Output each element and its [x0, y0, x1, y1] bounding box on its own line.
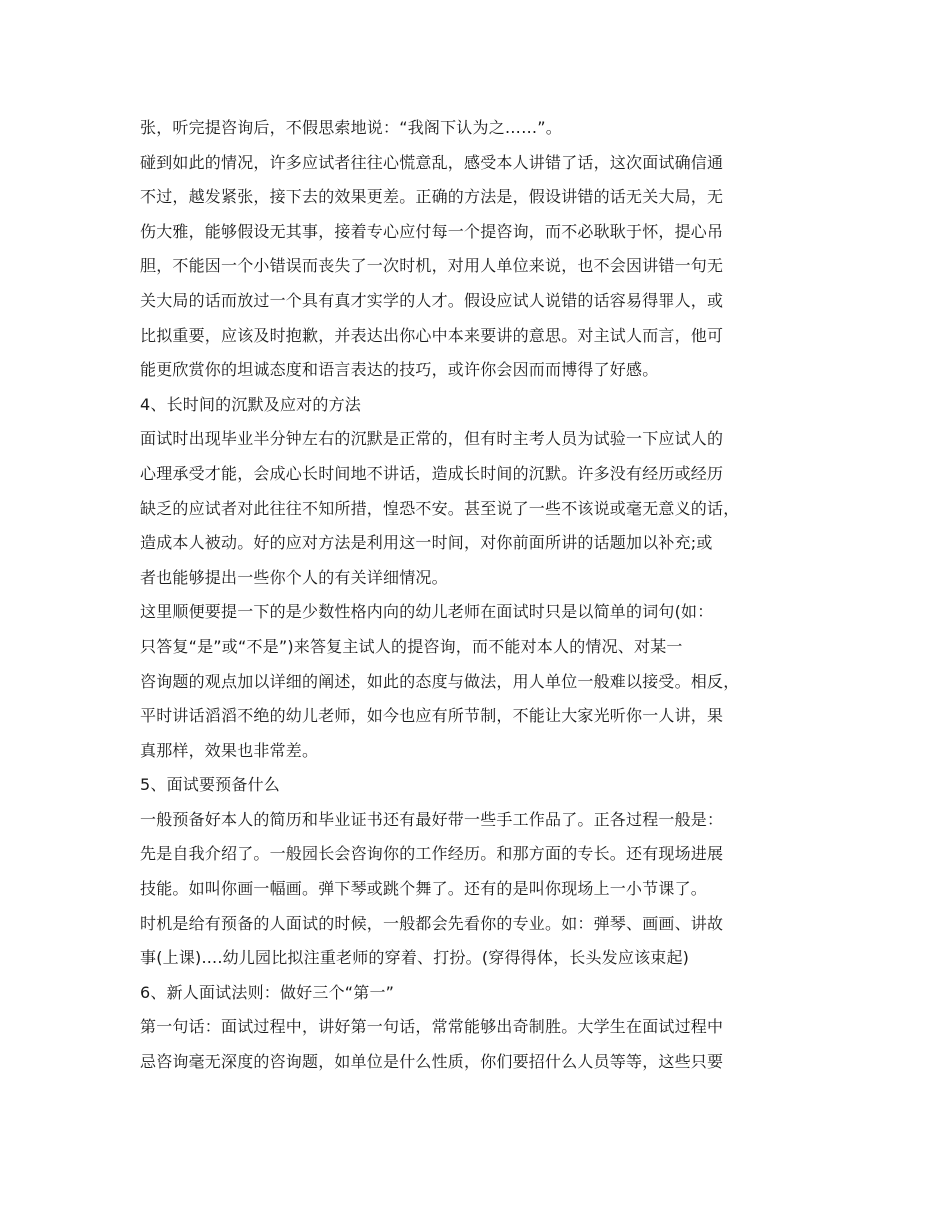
text-line: 面试时出现毕业半分钟左右的沉默是正常的，但有时主考人员为试验一下应试人的 — [140, 429, 724, 449]
text-line: 者也能够提出一些你个人的有关详细情况。 — [140, 567, 448, 587]
text-line: 先是自我介绍了。一般园长会咨询你的工作经历。和那方面的专长。还有现场进展 — [140, 844, 724, 864]
text-line: 缺乏的应试者对此往往不知所措，惶恐不安。甚至说了一些不该说或毫无意义的话， — [140, 498, 740, 518]
text-line: 时机是给有预备的人面试的时候，一般都会先看你的专业。如：弹琴、画画、讲故 — [140, 913, 724, 933]
section-heading: 4、长时间的沉默及应对的方法 — [140, 394, 361, 414]
text-line: 张，听完提咨询后，不假思索地说：“我阁下认为之……”。 — [140, 118, 562, 137]
text-line: 造成本人被动。好的应对方法是利用这一时间，对你前面所讲的话题加以补充;或 — [140, 533, 713, 553]
text-line: 胆，不能因一个小错误而丧失了一次时机，对用人单位来说，也不会因讲错一句无 — [140, 256, 724, 276]
text-line: 只答复“是”或“不是”)来答复主试人的提咨询，而不能对本人的情况、对某一 — [140, 636, 683, 656]
document-body — [140, 111, 840, 1080]
text-line: 能更欣赏你的坦诚态度和语言表达的技巧，或许你会因而而博得了好感。 — [140, 360, 659, 380]
text-line: 技能。如叫你画一幅画。弹下琴或跳个舞了。还有的是叫你现场上一小节课了。 — [140, 879, 708, 899]
text-line: 伤大雅，能够假设无其事，接着专心应付每一个提咨询，而不必耿耿于怀，提心吊 — [140, 221, 724, 241]
section-heading: 5、面试要预备什么 — [140, 775, 280, 795]
text-line: 比拟重要，应该及时抱歉，并表达出你心中本来要讲的意思。对主试人而言，他可 — [140, 325, 724, 345]
text-line: 真那样，效果也非常差。 — [140, 740, 319, 760]
section-heading: 6、新人面试法则：做好三个“第一” — [140, 982, 395, 1002]
text-line: 碰到如此的情况，许多应试者往往心慌意乱，感受本人讲错了话，这次面试确信通 — [140, 152, 724, 172]
text-line: 心理承受才能，会成心长时间地不讲话，造成长时间的沉默。许多没有经历或经历 — [140, 463, 724, 483]
text-line: 关大局的话而放过一个具有真才实学的人才。假设应试人说错的话容易得罪人，或 — [140, 290, 724, 310]
text-line: 平时讲话滔滔不绝的幼儿老师，如今也应有所节制，不能让大家光听你一人讲，果 — [140, 706, 724, 726]
text-line: 咨询题的观点加以详细的阐述，如此的态度与做法，用人单位一般难以接受。相反， — [140, 671, 740, 691]
text-line: 一般预备好本人的简历和毕业证书还有最好带一些手工作品了。正各过程一般是： — [140, 809, 724, 829]
text-line: 第一句话：面试过程中，讲好第一句话，常常能够出奇制胜。大学生在面试过程中 — [140, 1017, 724, 1037]
text-line: 不过，越发紧张，接下去的效果更差。正确的方法是，假设讲错的话无关大局，无 — [140, 187, 724, 207]
text-line: 忌咨询毫无深度的咨询题，如单位是什么性质，你们要招什么人员等等，这些只要 — [140, 1052, 724, 1072]
text-line: 事(上课)....幼儿园比拟注重老师的穿着、打扮。(穿得得体，长头发应该束起) — [140, 948, 690, 968]
text-line: 这里顺便要提一下的是少数性格内向的幼儿老师在面试时只是以简单的词句(如： — [140, 602, 714, 622]
